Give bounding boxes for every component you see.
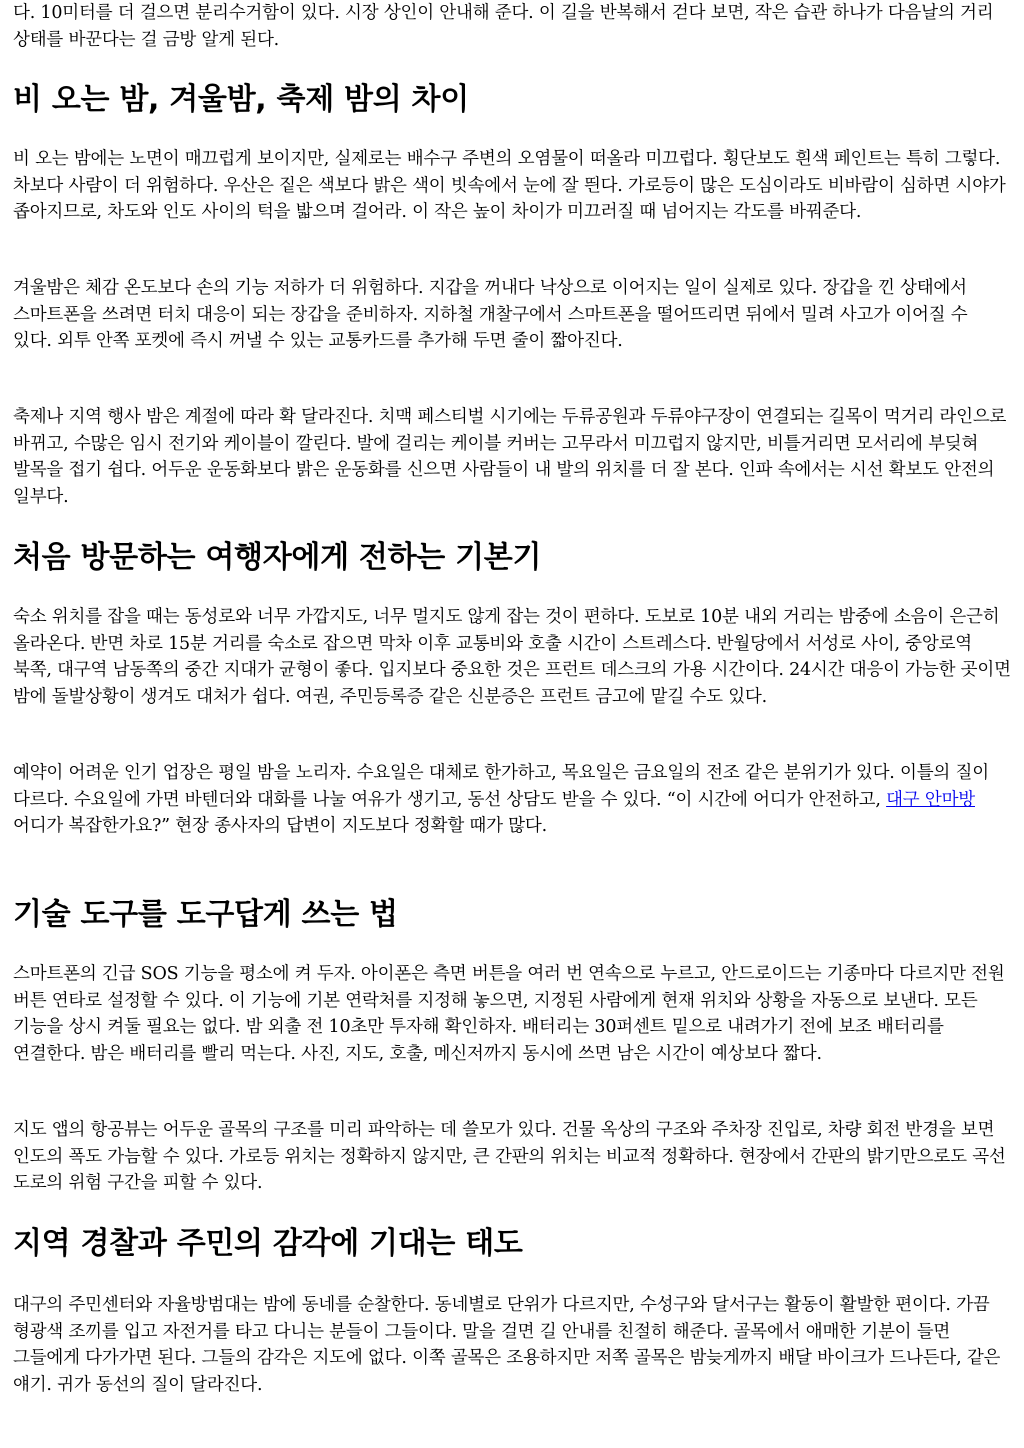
paragraph-accommodation: 숙소 위치를 잡을 때는 동성로와 너무 가깝지도, 너무 멀지도 않게 잡는 것이 편하다. 도보로 10분 내외 거리는 밤중에 소음이 은근히 올라온다. 반면 차로 15분 거리를 숙소로 잡으면 막차 이후 교통비와 호출 시간이 스트레스다. 반월당에서 서성로 사이, 중앙로역 북쪽, 대구역 남동쪽의 중간 지대가 균형이 좋다. 입지보다 중요한 것은 프런트 데스크의 가용 시간이다. 24시간 대응이 가능한 곳이면 밤에 돌발상황이 생겨도 대처가 쉽다. 여권, 주민등록증 같은 신분증은 프런트 금고에 맡길 수도 있다. (13, 607, 1011, 708)
paragraph-local-patrol: 대구의 주민센터와 자율방범대는 밤에 동네를 순찰한다. 동네별로 단위가 다르지만, 수성구와 달서구는 활동이 활발한 편이다. 가끔 형광색 조끼를 입고 자전거를 타고 다니는 분들이 그들이다. 말을 걸면 길 안내를 친절히 해준다. 골목에서 애매한 기분이 들면 그들에게 다가가면 된다. 그들의 감각은 지도에 없다. 이쪽 골목은 조용하지만 저쪽 골목은 밤늦게까지 배달 바이크가 드나든다, 같은 얘기. 귀가 동선의 질이 달라진다. (13, 1295, 1001, 1396)
paragraph-winter-night: 겨울밤은 체감 온도보다 손의 기능 저하가 더 위험하다. 지갑을 꺼내다 낙상으로 이어지는 일이 실제로 있다. 장갑을 낀 상태에서 스마트폰을 쓰려면 터치 대응이 되는 장갑을 준비하자. 지하철 개찰구에서 스마트폰을 떨어뜨리면 뒤에서 밀려 사고가 이어질 수 있다. 외투 안쪽 포켓에 즉시 꺼낼 수 있는 교통카드를 추가해 두면 줄이 짧아진다. (13, 278, 968, 352)
section-heading-local: 지역 경찰과 주민의 감각에 기대는 태도 (13, 1226, 523, 1261)
paragraph-festival-night: 축제나 지역 행사 밤은 계절에 따라 확 달라진다. 치맥 페스티벌 시기에는 두류공원과 두류야구장이 연결되는 길목이 먹거리 라인으로 바뀌고, 수많은 임시 전기와 케이블이 깔린다. 발에 걸리는 케이블 커버는 고무라서 미끄럽지 않지만, 비틀거리면 모서리에 부딪혀 발목을 접기 쉽다. 어두운 운동화보다 밝은 운동화를 신으면 사람들이 내 발의 위치를 더 잘 본다. 인파 속에서는 시선 확보도 안전의 일부다. (13, 407, 1007, 508)
paragraph-emergency-sos: 스마트폰의 긴급 SOS 기능을 평소에 켜 두자. 아이폰은 측면 버튼을 여러 번 연속으로 누르고, 안드로이드는 기종마다 다르지만 전원 버튼 연타로 설정할 수 있다. 이 기능에 기본 연락처를 지정해 놓으면, 지정된 사람에게 현재 위치와 상황을 자동으로 보낸다. 모든 기능을 상시 켜둘 필요는 없다. 밤 외출 전 10초만 투자해 확인하자. 배터리는 30퍼센트 밑으로 내려가기 전에 보조 배터리를 연결한다. 밤은 배터리를 빨리 먹는다. 사진, 지도, 호출, 메신저까지 동시에 쓰면 남은 시간이 예상보다 짧다. (13, 964, 1005, 1065)
paragraph-reservation-text-before: 예약이 어려운 인기 업장은 평일 밤을 노리자. 수요일은 대체로 한가하고, 목요일은 금요일의 전조 같은 분위기가 있다. 이틀의 질이 다르다. 수요일에 가면 바텐더와 대화를 나눌 여유가 생기고, 동선 상담도 받을 수 있다. “이 시간에 어디가 안전하고, (13, 763, 989, 810)
intro-paragraph: 다. 10미터를 더 걸으면 분리수거함이 있다. 시장 상인이 안내해 준다. 이 길을 반복해서 걷다 보면, 작은 습관 하나가 다음날의 거리 상태를 바꾼다는 걸 금방 알게 된다. (13, 3, 994, 50)
paragraph-reservation-text-after: 어디가 복잡한가요?” 현장 종사자의 답변이 지도보다 정확할 때가 많다. (13, 816, 547, 837)
paragraph-map-aerial-view: 지도 앱의 항공뷰는 어두운 골목의 구조를 미리 파악하는 데 쓸모가 있다. 건물 옥상의 구조와 주차장 진입로, 차량 회전 반경을 보면 인도의 폭도 가늠할 수 있다. 가로등 위치는 정확하지 않지만, 큰 간판의 위치는 비교적 정확하다. 현장에서 간판의 밝기만으로도 곡선 도로의 위험 구간을 피할 수 있다. (13, 1120, 1006, 1194)
section-heading-tools: 기술 도구를 도구답게 쓰는 법 (13, 897, 398, 932)
section-heading-traveler: 처음 방문하는 여행자에게 전하는 기본기 (13, 540, 542, 575)
daegu-massage-link[interactable]: 대구 안마방 (886, 789, 975, 810)
section-heading-weather: 비 오는 밤, 겨울밤, 축제 밤의 차이 (13, 82, 469, 117)
paragraph-reservation (13, 760, 1011, 840)
paragraph-rainy-night: 비 오는 밤에는 노면이 매끄럽게 보이지만, 실제로는 배수구 주변의 오염물이 떠올라 미끄럽다. 횡단보도 흰색 페인트는 특히 그렇다. 차보다 사람이 더 위험하다. 우산은 짙은 색보다 밝은 색이 빗속에서 눈에 잘 띈다. 가로등이 많은 도심이라도 비바람이 심하면 시야가 좁아지므로, 차도와 인도 사이의 턱을 밟으며 걸어라. 이 작은 높이 차이가 미끄러질 때 넘어지는 각도를 바꿔준다. (13, 149, 1006, 223)
